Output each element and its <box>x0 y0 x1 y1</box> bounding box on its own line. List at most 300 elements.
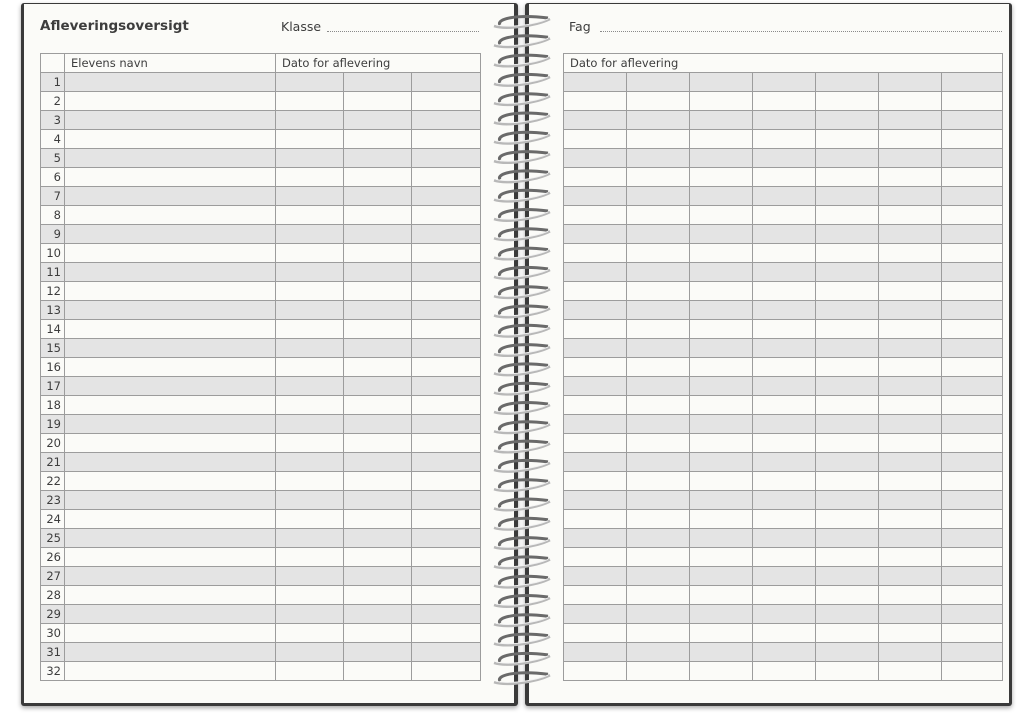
date-cell[interactable] <box>753 301 816 320</box>
date-cell[interactable] <box>627 396 690 415</box>
date-cell[interactable] <box>412 472 481 491</box>
date-cell[interactable] <box>690 244 753 263</box>
date-cell[interactable] <box>690 662 753 681</box>
date-cell[interactable] <box>942 92 1003 111</box>
date-cell[interactable] <box>276 225 344 244</box>
date-cell[interactable] <box>816 643 879 662</box>
date-cell[interactable] <box>816 510 879 529</box>
student-name-cell[interactable] <box>65 662 276 681</box>
date-cell[interactable] <box>879 168 942 187</box>
student-name-cell[interactable] <box>65 225 276 244</box>
date-cell[interactable] <box>564 92 627 111</box>
date-cell[interactable] <box>564 491 627 510</box>
date-cell[interactable] <box>753 396 816 415</box>
student-name-cell[interactable] <box>65 605 276 624</box>
date-cell[interactable] <box>942 567 1003 586</box>
date-cell[interactable] <box>753 130 816 149</box>
date-cell[interactable] <box>942 149 1003 168</box>
date-cell[interactable] <box>753 187 816 206</box>
date-cell[interactable] <box>690 472 753 491</box>
date-cell[interactable] <box>276 111 344 130</box>
date-cell[interactable] <box>564 662 627 681</box>
date-cell[interactable] <box>690 377 753 396</box>
date-cell[interactable] <box>816 662 879 681</box>
date-cell[interactable] <box>816 149 879 168</box>
date-cell[interactable] <box>816 491 879 510</box>
date-cell[interactable] <box>816 206 879 225</box>
date-cell[interactable] <box>627 605 690 624</box>
date-cell[interactable] <box>753 282 816 301</box>
date-cell[interactable] <box>412 605 481 624</box>
date-cell[interactable] <box>344 605 412 624</box>
date-cell[interactable] <box>753 320 816 339</box>
date-cell[interactable] <box>344 320 412 339</box>
student-name-cell[interactable] <box>65 339 276 358</box>
date-cell[interactable] <box>276 643 344 662</box>
date-cell[interactable] <box>879 662 942 681</box>
date-cell[interactable] <box>344 244 412 263</box>
date-cell[interactable] <box>627 187 690 206</box>
date-cell[interactable] <box>816 244 879 263</box>
date-cell[interactable] <box>753 225 816 244</box>
date-cell[interactable] <box>412 415 481 434</box>
date-cell[interactable] <box>942 453 1003 472</box>
date-cell[interactable] <box>412 168 481 187</box>
date-cell[interactable] <box>816 92 879 111</box>
student-name-cell[interactable] <box>65 491 276 510</box>
student-name-cell[interactable] <box>65 168 276 187</box>
date-cell[interactable] <box>816 567 879 586</box>
date-cell[interactable] <box>412 358 481 377</box>
student-name-cell[interactable] <box>65 187 276 206</box>
date-cell[interactable] <box>564 111 627 130</box>
date-cell[interactable] <box>816 130 879 149</box>
date-cell[interactable] <box>412 187 481 206</box>
date-cell[interactable] <box>564 453 627 472</box>
date-cell[interactable] <box>690 415 753 434</box>
date-cell[interactable] <box>690 206 753 225</box>
date-cell[interactable] <box>412 548 481 567</box>
date-cell[interactable] <box>816 377 879 396</box>
date-cell[interactable] <box>627 73 690 92</box>
date-cell[interactable] <box>344 130 412 149</box>
date-cell[interactable] <box>690 263 753 282</box>
date-cell[interactable] <box>344 396 412 415</box>
date-cell[interactable] <box>564 206 627 225</box>
date-cell[interactable] <box>690 301 753 320</box>
student-name-cell[interactable] <box>65 453 276 472</box>
date-cell[interactable] <box>690 149 753 168</box>
date-cell[interactable] <box>627 339 690 358</box>
date-cell[interactable] <box>344 339 412 358</box>
date-cell[interactable] <box>276 358 344 377</box>
student-name-cell[interactable] <box>65 548 276 567</box>
date-cell[interactable] <box>753 472 816 491</box>
date-cell[interactable] <box>276 244 344 263</box>
date-cell[interactable] <box>564 396 627 415</box>
date-cell[interactable] <box>816 320 879 339</box>
date-cell[interactable] <box>879 130 942 149</box>
date-cell[interactable] <box>879 605 942 624</box>
date-cell[interactable] <box>753 643 816 662</box>
date-cell[interactable] <box>879 415 942 434</box>
student-name-cell[interactable] <box>65 263 276 282</box>
date-cell[interactable] <box>753 567 816 586</box>
date-cell[interactable] <box>753 73 816 92</box>
date-cell[interactable] <box>816 301 879 320</box>
date-cell[interactable] <box>942 491 1003 510</box>
date-cell[interactable] <box>627 434 690 453</box>
date-cell[interactable] <box>564 358 627 377</box>
date-cell[interactable] <box>412 491 481 510</box>
date-cell[interactable] <box>627 320 690 339</box>
date-cell[interactable] <box>753 548 816 567</box>
date-cell[interactable] <box>816 453 879 472</box>
date-cell[interactable] <box>690 453 753 472</box>
date-cell[interactable] <box>879 320 942 339</box>
date-cell[interactable] <box>276 548 344 567</box>
date-cell[interactable] <box>412 339 481 358</box>
date-cell[interactable] <box>816 624 879 643</box>
date-cell[interactable] <box>276 624 344 643</box>
student-name-cell[interactable] <box>65 149 276 168</box>
date-cell[interactable] <box>753 358 816 377</box>
date-cell[interactable] <box>753 434 816 453</box>
date-cell[interactable] <box>344 377 412 396</box>
date-cell[interactable] <box>942 168 1003 187</box>
date-cell[interactable] <box>879 567 942 586</box>
date-cell[interactable] <box>879 396 942 415</box>
date-cell[interactable] <box>879 187 942 206</box>
date-cell[interactable] <box>412 149 481 168</box>
student-name-cell[interactable] <box>65 358 276 377</box>
date-cell[interactable] <box>879 529 942 548</box>
date-cell[interactable] <box>627 529 690 548</box>
date-cell[interactable] <box>564 130 627 149</box>
date-cell[interactable] <box>412 643 481 662</box>
date-cell[interactable] <box>344 168 412 187</box>
date-cell[interactable] <box>627 377 690 396</box>
date-cell[interactable] <box>879 339 942 358</box>
date-cell[interactable] <box>344 586 412 605</box>
date-cell[interactable] <box>879 586 942 605</box>
date-cell[interactable] <box>879 434 942 453</box>
date-cell[interactable] <box>753 624 816 643</box>
date-cell[interactable] <box>276 472 344 491</box>
date-cell[interactable] <box>276 130 344 149</box>
date-cell[interactable] <box>942 320 1003 339</box>
date-cell[interactable] <box>344 434 412 453</box>
date-cell[interactable] <box>942 244 1003 263</box>
date-cell[interactable] <box>412 586 481 605</box>
date-cell[interactable] <box>816 225 879 244</box>
date-cell[interactable] <box>627 510 690 529</box>
date-cell[interactable] <box>816 548 879 567</box>
date-cell[interactable] <box>344 567 412 586</box>
date-cell[interactable] <box>753 453 816 472</box>
date-cell[interactable] <box>412 263 481 282</box>
date-cell[interactable] <box>564 510 627 529</box>
date-cell[interactable] <box>344 149 412 168</box>
date-cell[interactable] <box>344 73 412 92</box>
date-cell[interactable] <box>564 339 627 358</box>
date-cell[interactable] <box>942 377 1003 396</box>
date-cell[interactable] <box>412 282 481 301</box>
date-cell[interactable] <box>942 130 1003 149</box>
date-cell[interactable] <box>942 605 1003 624</box>
date-cell[interactable] <box>690 567 753 586</box>
date-cell[interactable] <box>344 282 412 301</box>
date-cell[interactable] <box>344 529 412 548</box>
date-cell[interactable] <box>564 624 627 643</box>
date-cell[interactable] <box>412 244 481 263</box>
date-cell[interactable] <box>627 225 690 244</box>
date-cell[interactable] <box>753 339 816 358</box>
date-cell[interactable] <box>942 510 1003 529</box>
date-cell[interactable] <box>879 263 942 282</box>
date-cell[interactable] <box>276 73 344 92</box>
date-cell[interactable] <box>879 111 942 130</box>
date-cell[interactable] <box>690 187 753 206</box>
date-cell[interactable] <box>690 168 753 187</box>
date-cell[interactable] <box>276 149 344 168</box>
date-cell[interactable] <box>627 643 690 662</box>
date-cell[interactable] <box>564 434 627 453</box>
date-cell[interactable] <box>344 111 412 130</box>
date-cell[interactable] <box>344 415 412 434</box>
date-cell[interactable] <box>564 244 627 263</box>
date-cell[interactable] <box>564 73 627 92</box>
date-cell[interactable] <box>412 510 481 529</box>
date-cell[interactable] <box>879 206 942 225</box>
date-cell[interactable] <box>627 453 690 472</box>
student-name-cell[interactable] <box>65 244 276 263</box>
date-cell[interactable] <box>753 491 816 510</box>
student-name-cell[interactable] <box>65 206 276 225</box>
date-cell[interactable] <box>690 529 753 548</box>
date-cell[interactable] <box>627 168 690 187</box>
date-cell[interactable] <box>879 92 942 111</box>
date-cell[interactable] <box>276 567 344 586</box>
date-cell[interactable] <box>276 263 344 282</box>
date-cell[interactable] <box>344 510 412 529</box>
date-cell[interactable] <box>276 605 344 624</box>
student-name-cell[interactable] <box>65 624 276 643</box>
date-cell[interactable] <box>344 624 412 643</box>
student-name-cell[interactable] <box>65 111 276 130</box>
date-cell[interactable] <box>879 244 942 263</box>
student-name-cell[interactable] <box>65 415 276 434</box>
date-cell[interactable] <box>942 225 1003 244</box>
date-cell[interactable] <box>690 339 753 358</box>
date-cell[interactable] <box>344 187 412 206</box>
date-cell[interactable] <box>879 510 942 529</box>
date-cell[interactable] <box>816 472 879 491</box>
date-cell[interactable] <box>564 168 627 187</box>
student-name-cell[interactable] <box>65 396 276 415</box>
date-cell[interactable] <box>564 567 627 586</box>
student-name-cell[interactable] <box>65 130 276 149</box>
date-cell[interactable] <box>879 149 942 168</box>
date-cell[interactable] <box>879 358 942 377</box>
date-cell[interactable] <box>690 396 753 415</box>
date-cell[interactable] <box>627 206 690 225</box>
date-cell[interactable] <box>942 206 1003 225</box>
date-cell[interactable] <box>942 529 1003 548</box>
date-cell[interactable] <box>753 605 816 624</box>
student-name-cell[interactable] <box>65 377 276 396</box>
date-cell[interactable] <box>942 187 1003 206</box>
date-cell[interactable] <box>412 225 481 244</box>
date-cell[interactable] <box>627 548 690 567</box>
date-cell[interactable] <box>690 92 753 111</box>
date-cell[interactable] <box>879 282 942 301</box>
date-cell[interactable] <box>564 529 627 548</box>
date-cell[interactable] <box>816 434 879 453</box>
date-cell[interactable] <box>276 168 344 187</box>
date-cell[interactable] <box>627 472 690 491</box>
date-cell[interactable] <box>753 510 816 529</box>
date-cell[interactable] <box>344 472 412 491</box>
date-cell[interactable] <box>344 263 412 282</box>
date-cell[interactable] <box>412 377 481 396</box>
date-cell[interactable] <box>690 434 753 453</box>
date-cell[interactable] <box>276 187 344 206</box>
date-cell[interactable] <box>942 396 1003 415</box>
date-cell[interactable] <box>942 73 1003 92</box>
date-cell[interactable] <box>753 662 816 681</box>
date-cell[interactable] <box>753 263 816 282</box>
date-cell[interactable] <box>412 111 481 130</box>
date-cell[interactable] <box>276 453 344 472</box>
date-cell[interactable] <box>344 225 412 244</box>
date-cell[interactable] <box>276 415 344 434</box>
date-cell[interactable] <box>690 605 753 624</box>
date-cell[interactable] <box>753 377 816 396</box>
date-cell[interactable] <box>344 358 412 377</box>
date-cell[interactable] <box>816 168 879 187</box>
date-cell[interactable] <box>879 453 942 472</box>
date-cell[interactable] <box>690 73 753 92</box>
date-cell[interactable] <box>276 396 344 415</box>
date-cell[interactable] <box>627 263 690 282</box>
student-name-cell[interactable] <box>65 282 276 301</box>
date-cell[interactable] <box>690 130 753 149</box>
date-cell[interactable] <box>879 377 942 396</box>
date-cell[interactable] <box>412 320 481 339</box>
student-name-cell[interactable] <box>65 92 276 111</box>
student-name-cell[interactable] <box>65 529 276 548</box>
date-cell[interactable] <box>942 434 1003 453</box>
date-cell[interactable] <box>942 282 1003 301</box>
date-cell[interactable] <box>816 396 879 415</box>
date-cell[interactable] <box>942 586 1003 605</box>
date-cell[interactable] <box>879 225 942 244</box>
date-cell[interactable] <box>942 339 1003 358</box>
date-cell[interactable] <box>627 282 690 301</box>
date-cell[interactable] <box>412 662 481 681</box>
date-cell[interactable] <box>412 301 481 320</box>
date-cell[interactable] <box>879 643 942 662</box>
date-cell[interactable] <box>690 111 753 130</box>
date-cell[interactable] <box>412 92 481 111</box>
date-cell[interactable] <box>753 111 816 130</box>
date-cell[interactable] <box>276 301 344 320</box>
date-cell[interactable] <box>412 396 481 415</box>
date-cell[interactable] <box>627 358 690 377</box>
date-cell[interactable] <box>690 624 753 643</box>
date-cell[interactable] <box>412 624 481 643</box>
date-cell[interactable] <box>412 434 481 453</box>
date-cell[interactable] <box>564 301 627 320</box>
date-cell[interactable] <box>627 301 690 320</box>
date-cell[interactable] <box>816 586 879 605</box>
date-cell[interactable] <box>564 187 627 206</box>
date-cell[interactable] <box>276 434 344 453</box>
date-cell[interactable] <box>344 643 412 662</box>
date-cell[interactable] <box>344 206 412 225</box>
student-name-cell[interactable] <box>65 73 276 92</box>
student-name-cell[interactable] <box>65 320 276 339</box>
date-cell[interactable] <box>627 662 690 681</box>
date-cell[interactable] <box>690 510 753 529</box>
date-cell[interactable] <box>627 244 690 263</box>
date-cell[interactable] <box>564 320 627 339</box>
date-cell[interactable] <box>627 491 690 510</box>
date-cell[interactable] <box>879 301 942 320</box>
date-cell[interactable] <box>564 263 627 282</box>
date-cell[interactable] <box>690 643 753 662</box>
date-cell[interactable] <box>276 206 344 225</box>
date-cell[interactable] <box>942 662 1003 681</box>
date-cell[interactable] <box>412 73 481 92</box>
student-name-cell[interactable] <box>65 434 276 453</box>
date-cell[interactable] <box>412 529 481 548</box>
date-cell[interactable] <box>564 605 627 624</box>
date-cell[interactable] <box>879 548 942 567</box>
date-cell[interactable] <box>690 225 753 244</box>
date-cell[interactable] <box>564 225 627 244</box>
date-cell[interactable] <box>276 282 344 301</box>
date-cell[interactable] <box>690 282 753 301</box>
date-cell[interactable] <box>276 320 344 339</box>
date-cell[interactable] <box>276 510 344 529</box>
date-cell[interactable] <box>564 377 627 396</box>
date-cell[interactable] <box>276 662 344 681</box>
date-cell[interactable] <box>564 472 627 491</box>
date-cell[interactable] <box>344 92 412 111</box>
date-cell[interactable] <box>753 206 816 225</box>
student-name-cell[interactable] <box>65 643 276 662</box>
date-cell[interactable] <box>564 149 627 168</box>
date-cell[interactable] <box>879 491 942 510</box>
date-cell[interactable] <box>816 358 879 377</box>
student-name-cell[interactable] <box>65 301 276 320</box>
date-cell[interactable] <box>816 263 879 282</box>
date-cell[interactable] <box>690 548 753 567</box>
date-cell[interactable] <box>627 586 690 605</box>
date-cell[interactable] <box>627 92 690 111</box>
date-cell[interactable] <box>942 111 1003 130</box>
date-cell[interactable] <box>564 586 627 605</box>
date-cell[interactable] <box>344 491 412 510</box>
date-cell[interactable] <box>412 206 481 225</box>
date-cell[interactable] <box>816 282 879 301</box>
date-cell[interactable] <box>942 548 1003 567</box>
date-cell[interactable] <box>942 358 1003 377</box>
date-cell[interactable] <box>753 586 816 605</box>
date-cell[interactable] <box>627 624 690 643</box>
